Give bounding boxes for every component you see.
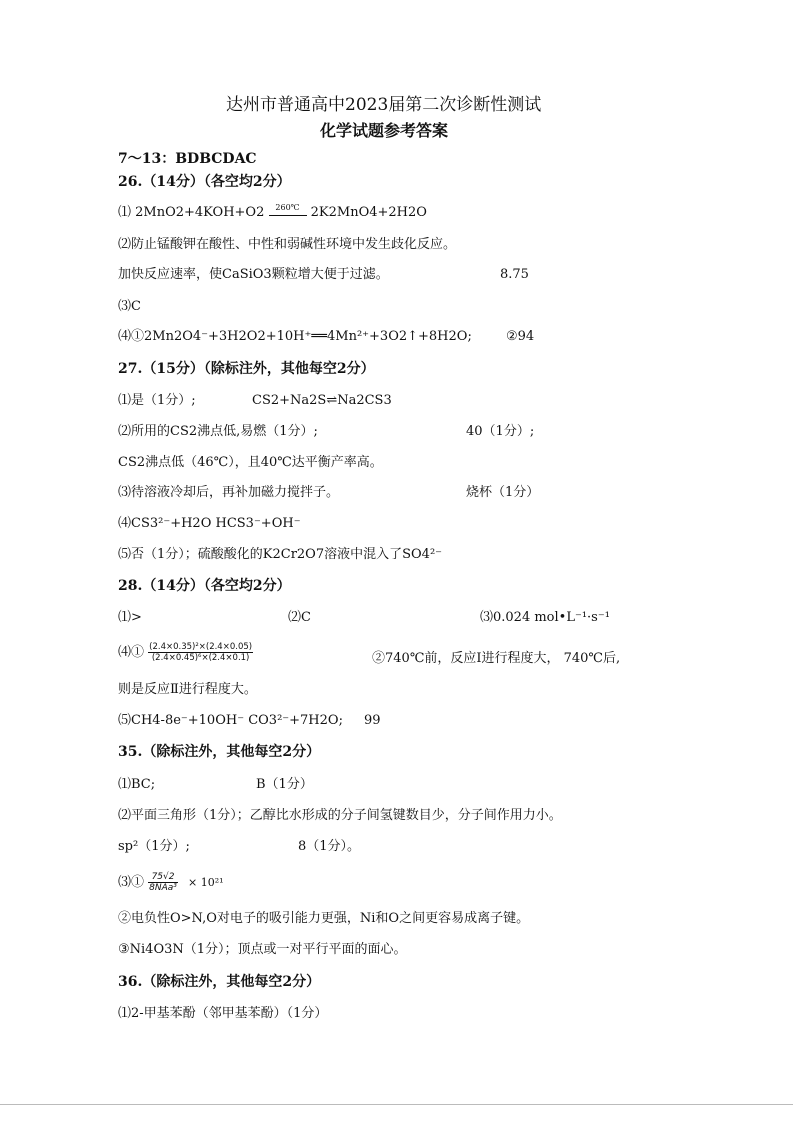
q26-answer-2: ⑵防止锰酸钾在酸性、中性和弱碱性环境中发生歧化反应。 <box>118 237 457 252</box>
q27-answer-2a: ⑵所用的CS2沸点低,易燃（1分）; <box>118 424 318 439</box>
q27-answer-1b: CS2+Na2S⇌Na2CS3 <box>252 393 392 408</box>
q26-answer-2b-value: 8.75 <box>500 267 529 282</box>
q27-answer-1a: ⑴是（1分）; <box>118 393 196 408</box>
page-subtitle: 化学试题参考答案 <box>320 121 449 140</box>
q26-heading: 26.（14分）（各空均2分） <box>118 174 291 190</box>
q28-answer-5a: ⑸CH4-8e⁻+10OH⁻ CO3²⁻+7H2O; <box>118 713 343 728</box>
q27-answer-3b: 烧杯（1分） <box>466 485 540 500</box>
q35-a3-prefix: ⑶① <box>118 875 145 890</box>
q35-answer-1b: B（1分） <box>256 777 313 792</box>
q26-answer-4-equation: ⑷①2Mn2O4⁻+3H2O2+10H⁺══4Mn²⁺+3O2↑+8H2O; <box>118 329 472 344</box>
q28-answer-5b: 99 <box>364 713 381 728</box>
q28-answer-4-expression <box>118 642 253 663</box>
q27-answer-5: ⑸否（1分）；硫酸酸化的K2Cr2O7溶液中混入了SO4²⁻ <box>118 547 443 562</box>
q27-answer-3a: ⑶待溶液冷却后，再补加磁力搅拌子。 <box>118 485 340 500</box>
q36-heading: 36.（除标注外，其他每空2分） <box>118 974 321 990</box>
q35-answer-2: ⑵平面三角形（1分）；乙醇比水形成的分子间氢键数目少，分子间作用力小。 <box>118 808 562 823</box>
q35-answer-3c: ③Ni4O3N（1分）；顶点或一对平行平面的面心。 <box>118 942 407 957</box>
q35-a3-numerator: 75√2 <box>148 872 178 883</box>
q35-answer-3b: ②电负性O>N,O对电子的吸引能力更强，Ni和O之间更容易成离子键。 <box>118 911 530 926</box>
q35-a3-denominator: 8NAa³ <box>149 883 177 893</box>
q28-a4-fraction <box>148 642 253 663</box>
q28-a4-numerator: (2.4×0.35)²×(2.4×0.05) <box>149 642 253 652</box>
q28-a4-denominator: (2.4×0.45)⁶×(2.4×0.1) <box>151 653 250 663</box>
q36-answer-1: ⑴2-甲基苯酚（邻甲基苯酚）（1分） <box>118 1006 328 1021</box>
q28-answer-4b: ②740℃前，反应Ⅰ进行程度大， 740℃后, <box>372 651 621 666</box>
q28-a4-prefix: ⑷① <box>118 645 145 660</box>
page-title: 达州市普通高中2023届第二次诊断性测试 <box>226 95 542 115</box>
q26-a1-lhs: ⑴ 2MnO2+4KOH+O2 <box>118 205 265 220</box>
q26-answer-4-value: ②94 <box>506 329 535 344</box>
multiple-choice-answers: 7～13：BDBCDAC <box>118 151 257 167</box>
q26-answer-2b: 加快反应速率，使CaSiO3颗粒增大便于过滤。 <box>118 267 389 282</box>
q28-answer-3: ⑶0.024 mol•L⁻¹·s⁻¹ <box>480 610 610 625</box>
reaction-arrow <box>269 203 307 216</box>
q28-answer-1: ⑴> <box>118 610 142 625</box>
q26-answer-1 <box>118 204 427 222</box>
q28-answer-4c: 则是反应Ⅱ进行程度大。 <box>118 682 257 697</box>
q27-answer-2b: 40（1分）; <box>466 424 535 439</box>
q27-heading: 27.（15分）（除标注外，其他每空2分） <box>118 361 375 377</box>
q28-answer-2: ⑵C <box>288 610 311 625</box>
q26-a1-rhs: 2K2MnO4+2H2O <box>310 205 427 220</box>
q35-a3-suffix: × 10²¹ <box>188 876 224 889</box>
q35-answer-2c: 8（1分）。 <box>298 839 361 854</box>
q26-answer-3: ⑶C <box>118 299 141 314</box>
q35-answer-2b: sp²（1分）; <box>118 839 190 854</box>
q26-a1-condition: 260℃ <box>275 203 300 212</box>
q28-heading: 28.（14分）（各空均2分） <box>118 578 291 594</box>
page-bottom-divider <box>0 1104 793 1105</box>
q35-answer-1a: ⑴BC; <box>118 777 156 792</box>
q35-heading: 35.（除标注外，其他每空2分） <box>118 744 321 760</box>
q27-answer-4: ⑷CS3²⁻+H2O HCS3⁻+OH⁻ <box>118 516 301 531</box>
q35-answer-3-expression <box>118 872 224 893</box>
q27-answer-2c: CS2沸点低（46℃），且40℃达平衡产率高。 <box>118 455 383 470</box>
q35-a3-fraction <box>148 872 178 893</box>
